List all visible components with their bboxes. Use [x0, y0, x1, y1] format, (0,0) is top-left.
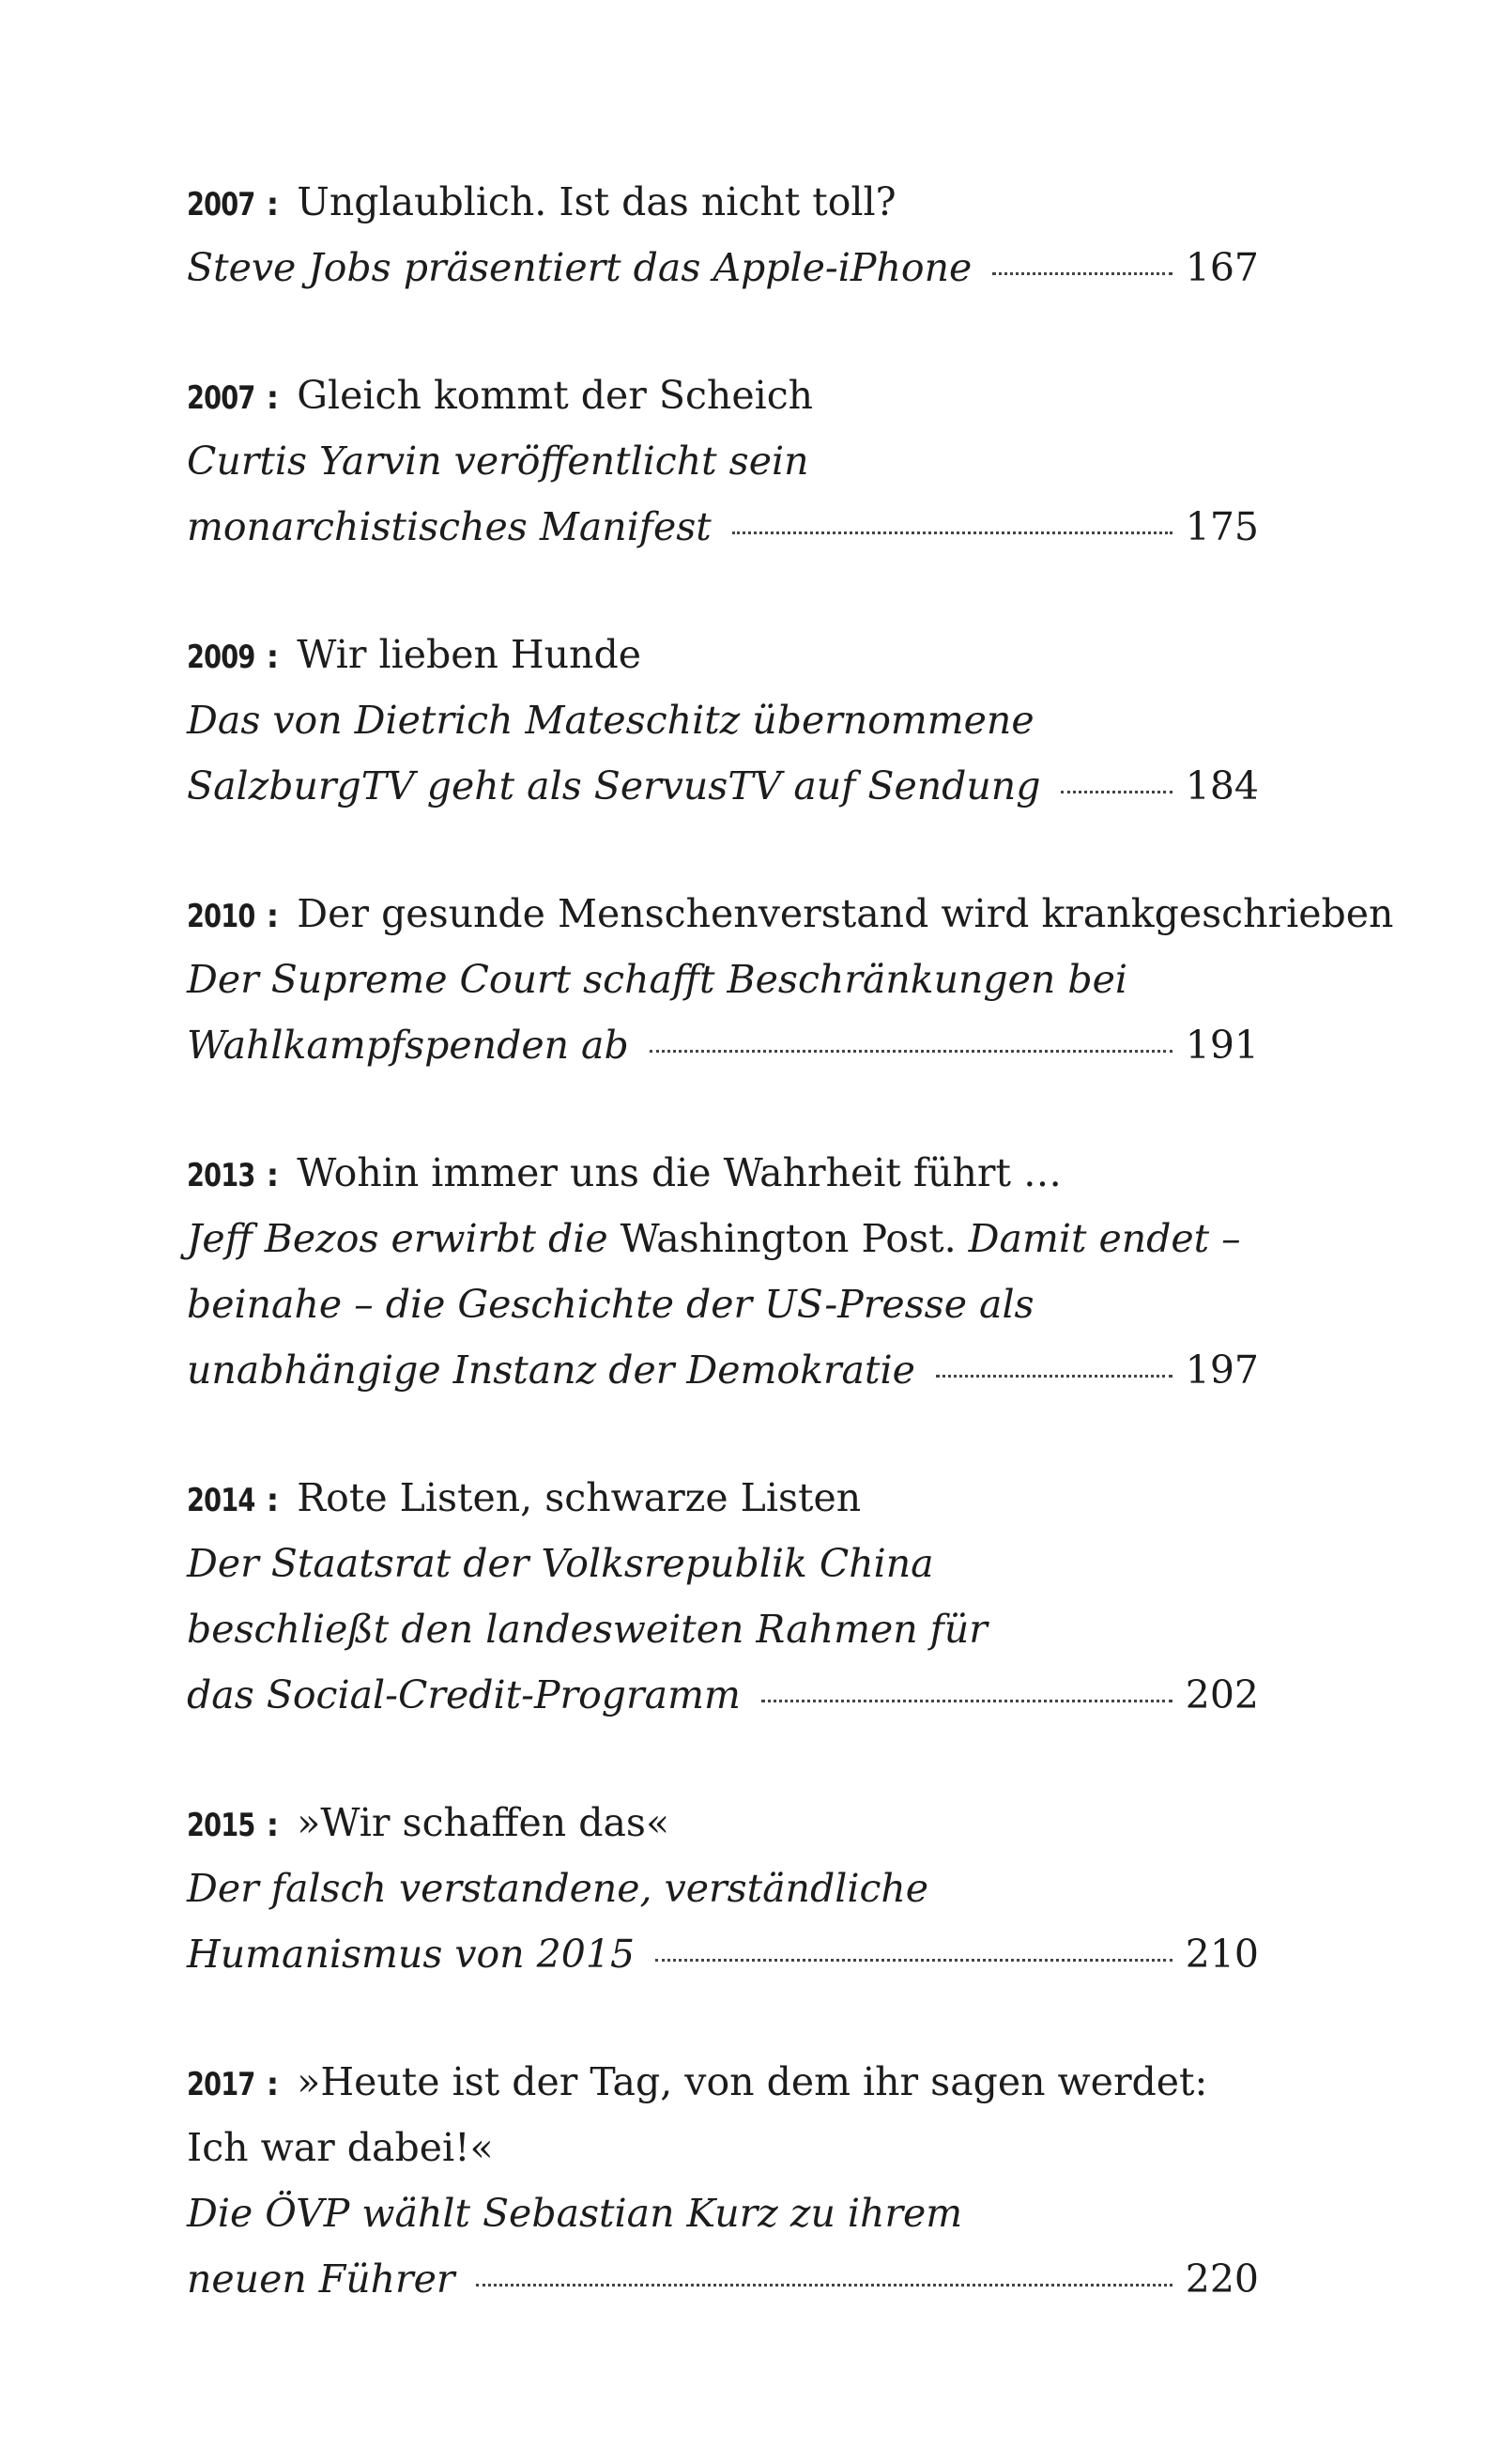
table-of-contents — [187, 169, 1394, 2374]
entry-last-line — [187, 1337, 1259, 1403]
entry-year: 2010 — [187, 898, 255, 935]
entry-title-line: 2013 : Wohin immer uns die Wahrheit führt … — [187, 1140, 1259, 1206]
entry-last-line — [187, 1012, 1259, 1078]
page-number: 197 — [1185, 1348, 1259, 1393]
toc-entry — [187, 169, 1259, 300]
dot-leader — [1061, 791, 1172, 793]
entry-subtitle-line: Der falsch verstandene, verständliche — [187, 1866, 929, 1911]
entry-subtitle-line: Curtis Yarvin veröffentlicht sein — [187, 439, 809, 484]
newspaper-name: Washington Post. — [620, 1216, 957, 1261]
entry-title: Wir lieben Hunde — [297, 632, 641, 677]
entry-title-line: 2017 : »Heute ist der Tag, von dem ihr sagen werdet: — [187, 2049, 1259, 2115]
entry-subtitle: das Social-Credit-Programm — [187, 1672, 741, 1717]
page-number: 210 — [1185, 1932, 1259, 1977]
entry-subtitle: neuen Führer — [187, 2256, 455, 2302]
entry-last-line — [187, 753, 1259, 819]
toc-entry — [187, 1465, 1259, 1728]
entry-title: Wohin immer uns die Wahrheit führt … — [297, 1150, 1063, 1195]
entry-subtitle-line: Der Supreme Court schafft Beschränkungen bei — [187, 957, 1127, 1002]
entry-title-line: 2007 : Gleich kommt der Scheich — [187, 362, 1259, 428]
entry-year: 2017 — [187, 2066, 255, 2103]
dot-leader — [732, 531, 1172, 534]
entry-title-line: 2014 : Rote Listen, schwarze Listen — [187, 1465, 1259, 1531]
entry-title-line: 2010 : Der gesunde Menschenverstand wird krankgeschrieben — [187, 881, 1259, 947]
entry-title: »Heute ist der Tag, von dem ihr sagen werdet: — [297, 2059, 1208, 2104]
entry-last-line — [187, 1921, 1259, 1987]
toc-entry — [187, 2049, 1259, 2312]
entry-subtitle-line: Die ÖVP wählt Sebastian Kurz zu ihrem — [187, 2191, 963, 2236]
entry-year: 2015 — [187, 1807, 255, 1844]
entry-subtitle: Wahlkampfspenden ab — [187, 1023, 629, 1068]
entry-year: 2013 — [187, 1157, 255, 1194]
entry-title: Gleich kommt der Scheich — [297, 373, 814, 418]
dot-leader — [476, 2284, 1172, 2287]
toc-entry — [187, 622, 1259, 819]
page-number: 191 — [1185, 1023, 1259, 1068]
entry-last-line — [187, 2246, 1259, 2312]
entry-year: 2007 — [187, 379, 255, 417]
entry-year: 2014 — [187, 1482, 255, 1519]
entry-subtitle: Humanismus von 2015 — [187, 1932, 636, 1977]
entry-last-line — [187, 235, 1259, 300]
toc-entry — [187, 881, 1394, 1078]
entry-last-line — [187, 494, 1259, 560]
entry-subtitle-line: beschließt den landesweiten Rahmen für — [187, 1607, 988, 1652]
page-number: 202 — [1185, 1672, 1259, 1717]
dot-leader — [992, 272, 1172, 275]
page-number: 167 — [1185, 245, 1259, 290]
entry-title: »Wir schaffen das« — [297, 1800, 670, 1845]
dot-leader — [936, 1375, 1172, 1378]
toc-entry — [187, 362, 1259, 560]
page-number: 175 — [1185, 504, 1259, 549]
entry-year: 2009 — [187, 639, 255, 676]
entry-title: Unglaublich. Ist das nicht toll? — [297, 179, 897, 224]
entry-subtitle: monarchistisches Manifest — [187, 504, 712, 549]
entry-subtitle: unabhängige Instanz der Demokratie — [187, 1348, 915, 1393]
entry-subtitle: Steve Jobs präsentiert das Apple-iPhone — [187, 245, 973, 290]
toc-entry — [187, 1790, 1259, 1987]
page-number: 220 — [1185, 2256, 1259, 2302]
entry-year: 2007 — [187, 186, 255, 223]
dot-leader — [761, 1700, 1172, 1702]
entry-title: Rote Listen, schwarze Listen — [297, 1475, 862, 1520]
entry-title: Der gesunde Menschenverstand wird krankgeschrieben — [297, 891, 1394, 936]
entry-title-line: Ich war dabei!« — [187, 2125, 494, 2170]
entry-title-line: 2007 : Unglaublich. Ist das nicht toll? — [187, 169, 1259, 235]
toc-entry — [187, 1140, 1259, 1403]
entry-subtitle-line: Der Staatsrat der Volksrepublik China — [187, 1541, 934, 1586]
dot-leader — [650, 1050, 1172, 1053]
entry-subtitle: SalzburgTV geht als ServusTV auf Sendung — [187, 763, 1041, 808]
entry-title-line: 2015 : »Wir schaffen das« — [187, 1790, 1259, 1856]
entry-subtitle-line: Jeff Bezos erwirbt die Washington Post. Damit endet – — [187, 1216, 1241, 1261]
page-number: 184 — [1185, 763, 1259, 808]
entry-subtitle-line: Das von Dietrich Mateschitz übernommene — [187, 698, 1035, 743]
entry-subtitle-line: beinahe – die Geschichte der US-Presse als — [187, 1282, 1035, 1327]
entry-last-line — [187, 1662, 1259, 1728]
entry-title-line: 2009 : Wir lieben Hunde — [187, 622, 1259, 687]
dot-leader — [655, 1959, 1172, 1962]
